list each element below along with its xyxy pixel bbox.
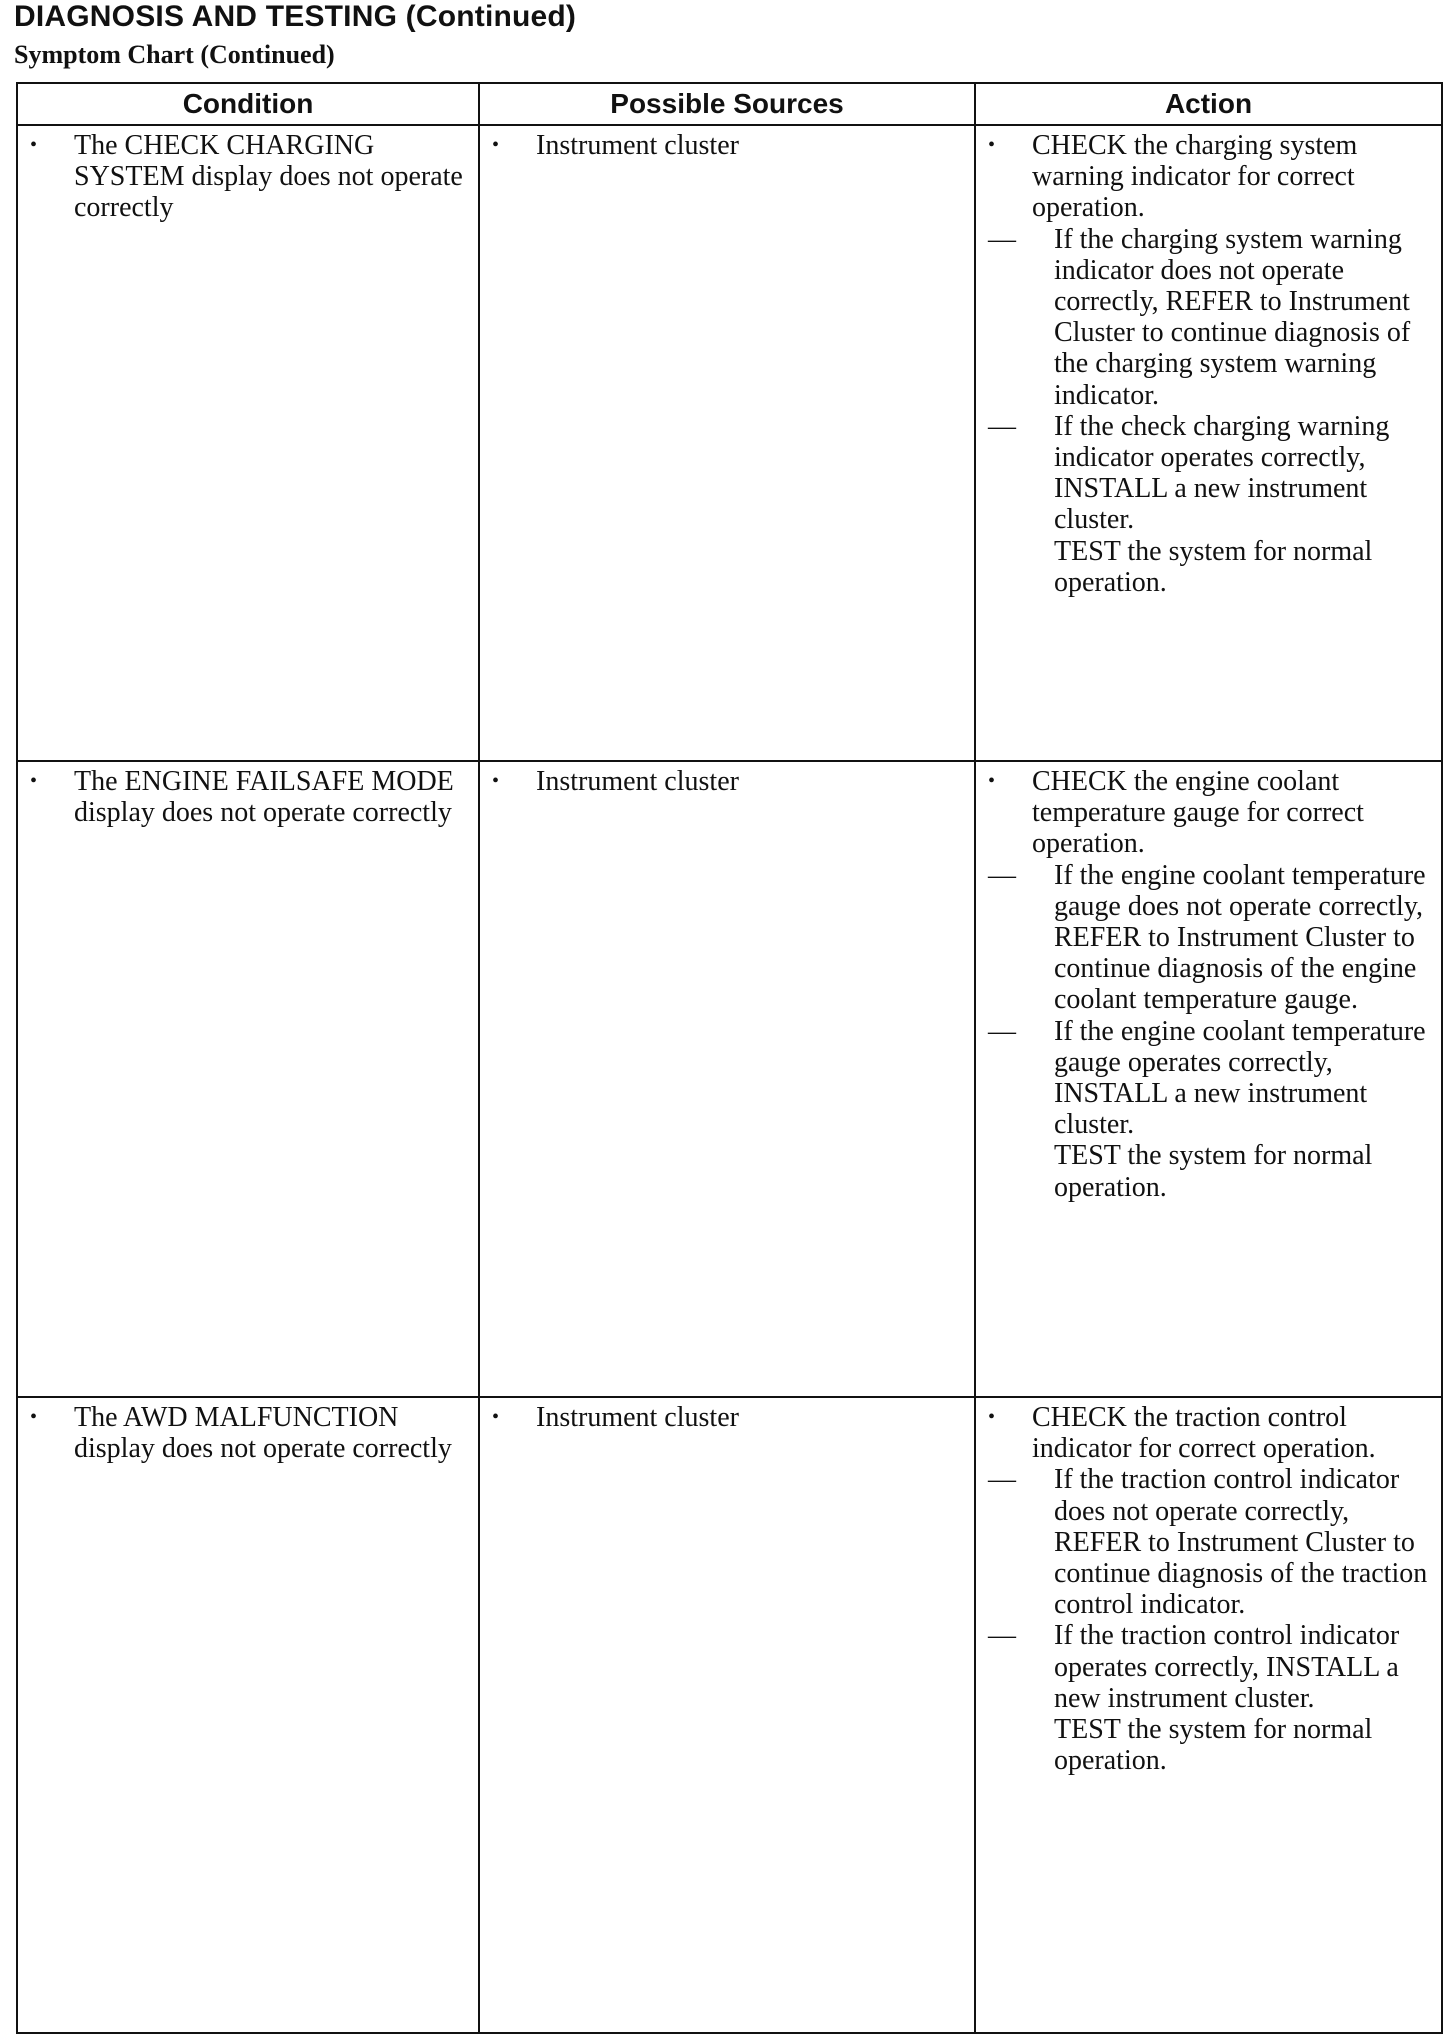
action-test: TEST the system for normal operation.: [1054, 1714, 1373, 1777]
page-subtitle: Symptom Chart (Continued): [14, 40, 335, 69]
table-row: [17, 761, 1442, 1397]
condition-cell: [17, 1397, 479, 2033]
action-sub-step: — If the traction control indicator operates correctly, INSTALL a new instrument cluster.: [988, 1620, 1431, 1714]
table-header-row: [17, 83, 1442, 125]
page-title: DIAGNOSIS AND TESTING (Continued): [14, 0, 577, 33]
symptom-chart-table: [16, 82, 1443, 2034]
table-row: [17, 1397, 1442, 2033]
source-cell: [479, 125, 975, 761]
action-sub-step: — If the traction control indicator does not operate correctly, REFER to Instrument Cluster to continue diagnosis of the traction control indicator.: [988, 1464, 1431, 1620]
action-check: • CHECK the engine coolant temperature gauge for correct operation.: [988, 766, 1431, 860]
condition-text: • The CHECK CHARGING SYSTEM display does not operate correctly: [30, 130, 468, 224]
action-sub-step: — If the engine coolant temperature gauge does not operate correctly, REFER to Instrument Cluster to continue diagnosis of the engine coolant temperature gauge.: [988, 860, 1431, 1016]
source-text: • Instrument cluster: [492, 1402, 964, 1433]
source-text: • Instrument cluster: [492, 130, 964, 161]
action-cell: [975, 761, 1442, 1397]
condition-cell: [17, 125, 479, 761]
action-sub-step: — If the check charging warning indicator operates correctly, INSTALL a new instrument cluster.: [988, 411, 1431, 536]
action-cell: [975, 125, 1442, 761]
column-header-action: Action: [975, 83, 1442, 125]
condition-cell: [17, 761, 479, 1397]
action-check: • CHECK the traction control indicator for correct operation.: [988, 1402, 1431, 1464]
column-header-condition: Condition: [17, 83, 479, 125]
action-check: • CHECK the charging system warning indicator for correct operation.: [988, 130, 1431, 224]
column-header-possible-sources: Possible Sources: [479, 83, 975, 125]
table-row: [17, 125, 1442, 761]
action-sub-step: — If the engine coolant temperature gauge operates correctly, INSTALL a new instrument cluster.: [988, 1016, 1431, 1141]
action-test: TEST the system for normal operation.: [1054, 1140, 1373, 1203]
source-cell: [479, 1397, 975, 2033]
action-sub-step: — If the charging system warning indicator does not operate correctly, REFER to Instrument Cluster to continue diagnosis of the charging system warning indicator.: [988, 224, 1431, 411]
source-cell: [479, 761, 975, 1397]
condition-text: • The ENGINE FAILSAFE MODE display does not operate correctly: [30, 766, 468, 828]
action-cell: [975, 1397, 1442, 2033]
action-test: TEST the system for normal operation.: [1054, 535, 1373, 598]
source-text: • Instrument cluster: [492, 766, 964, 797]
condition-text: • The AWD MALFUNCTION display does not operate correctly: [30, 1402, 468, 1464]
